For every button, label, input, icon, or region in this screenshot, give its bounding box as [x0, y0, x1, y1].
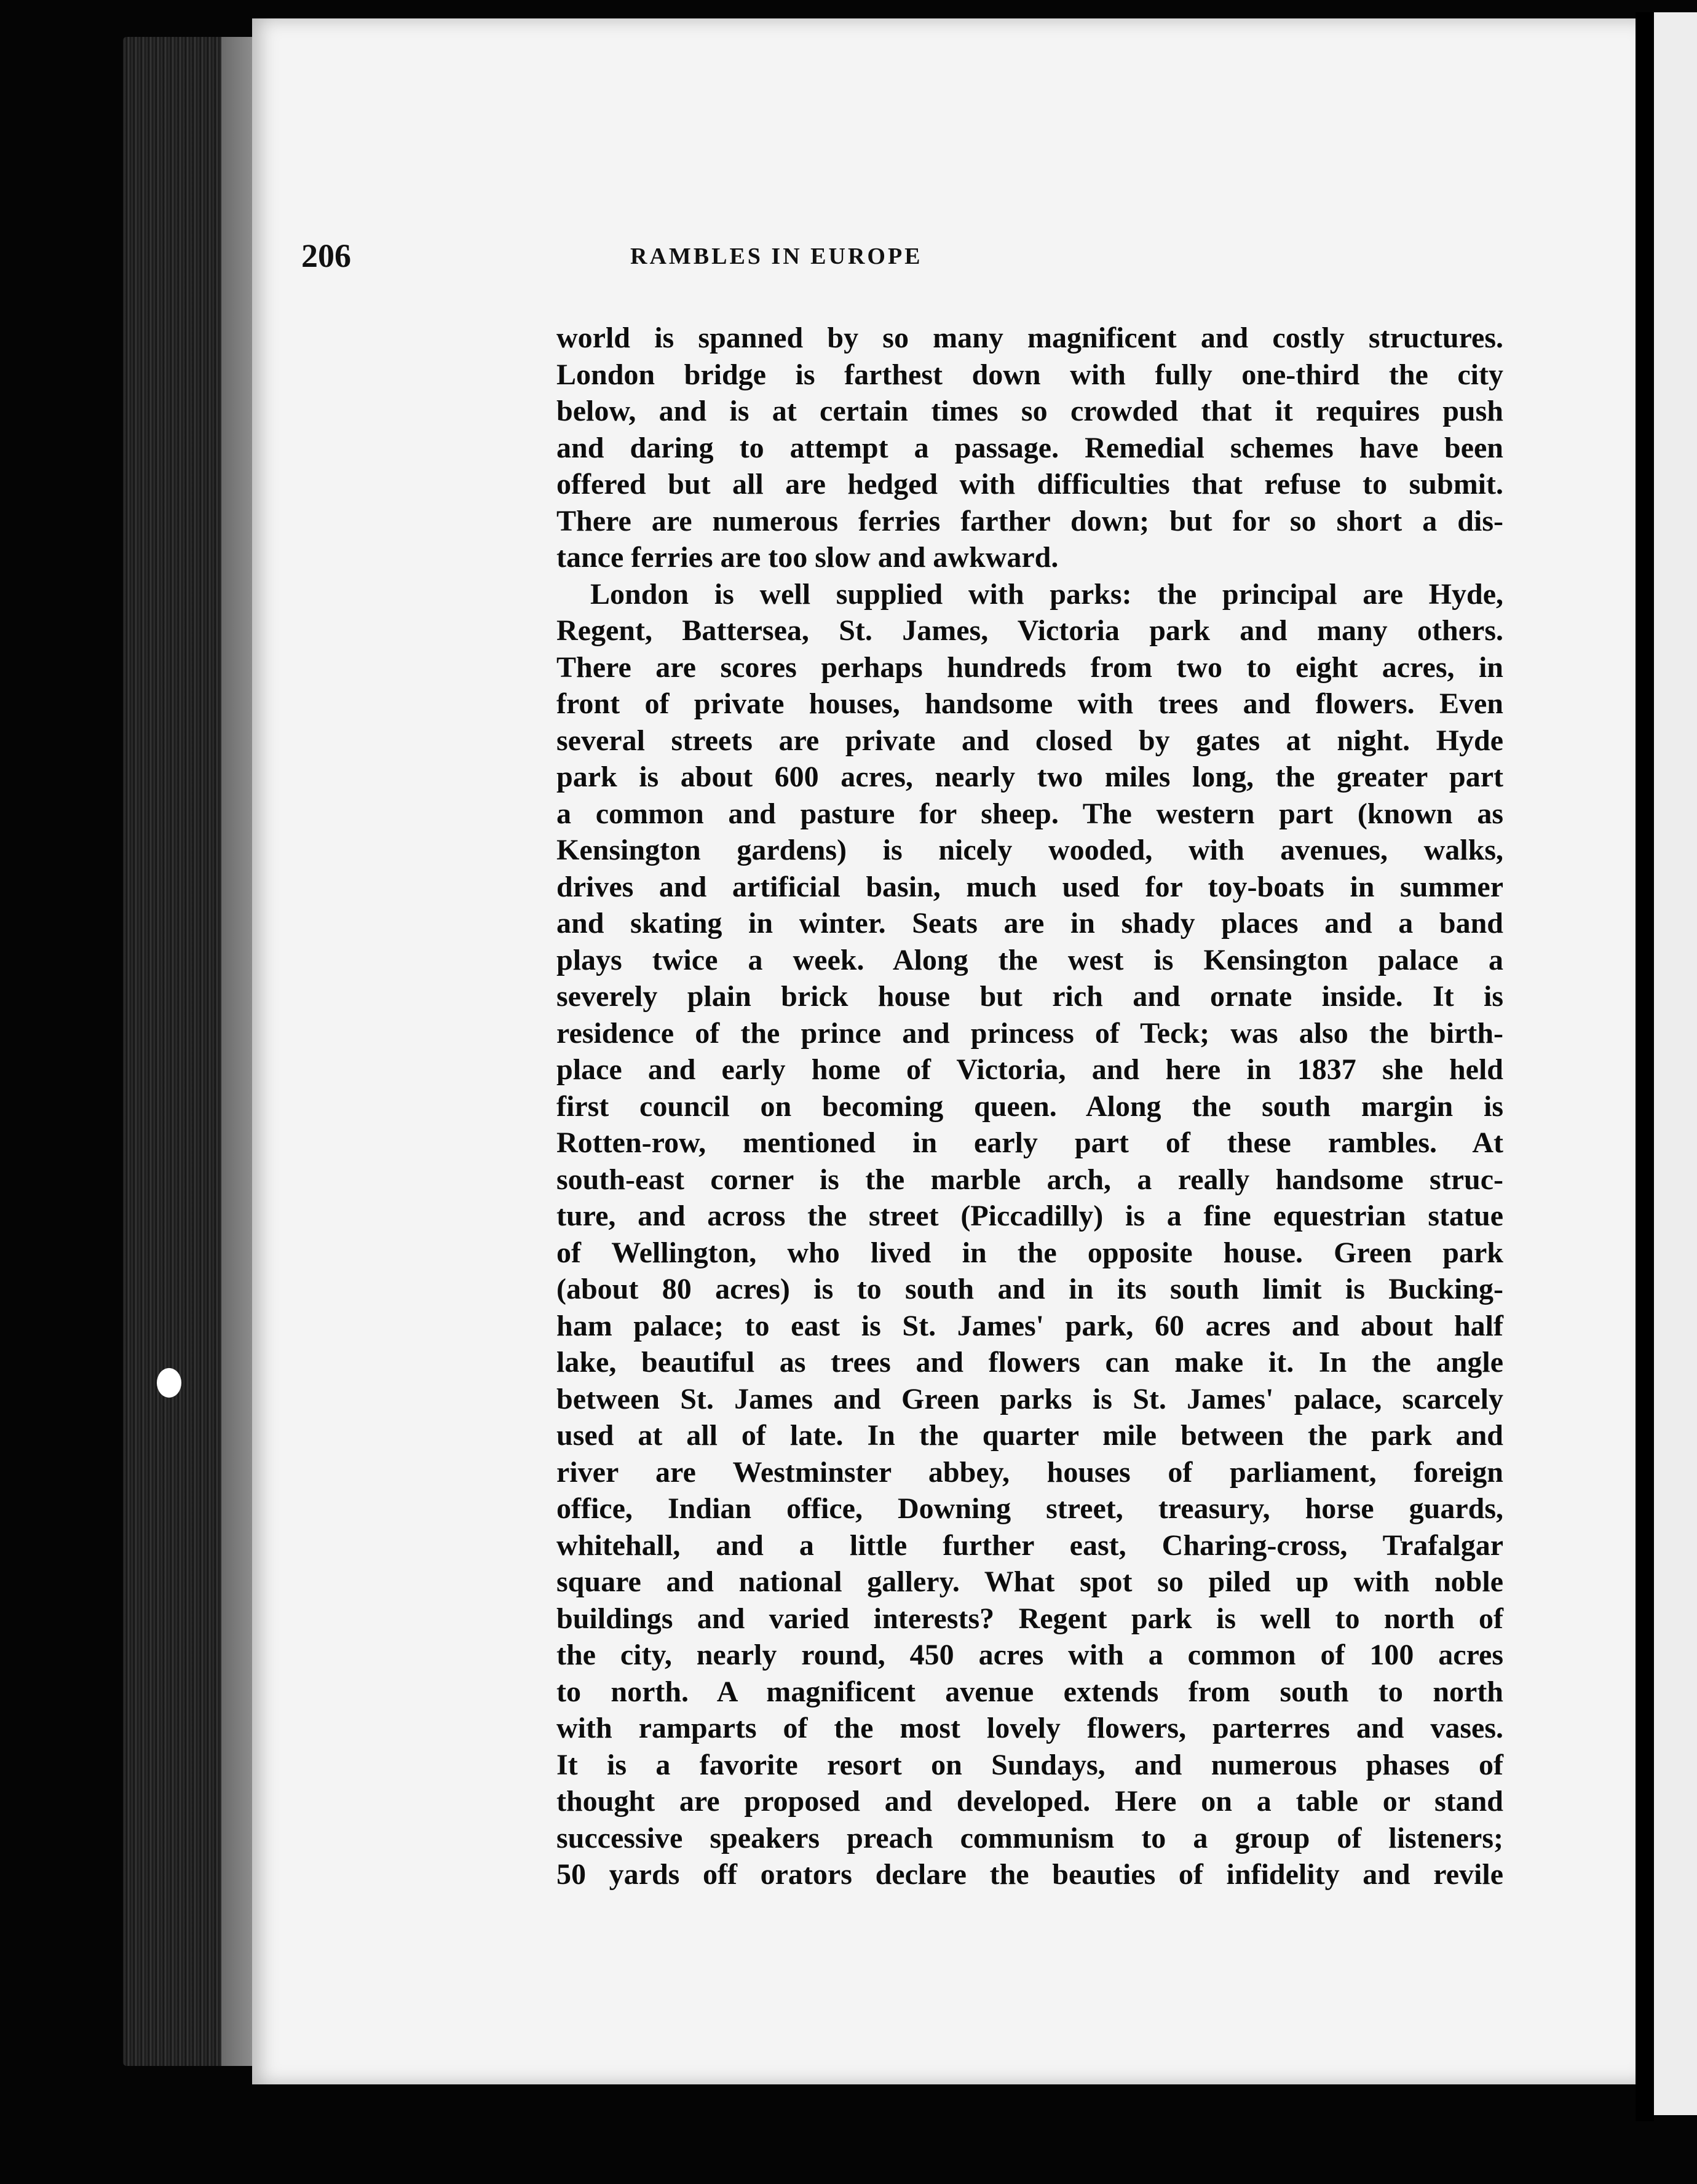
text-line: Kensington gardens) is nicely wooded, with avenues, walks, [556, 834, 1503, 866]
text-line: several streets are private and closed by gates at night. Hyde [556, 724, 1503, 757]
page-number: 206 [301, 237, 351, 274]
text-line: south-east corner is the marble arch, a really handsome struc- [556, 1163, 1503, 1196]
text-line: thought are proposed and developed. Here on a table or stand [556, 1785, 1503, 1818]
text-line: of Wellington, who lived in the opposite house. Green park [556, 1236, 1503, 1269]
text-line: There are scores perhaps hundreds from two to eight acres, in [556, 651, 1503, 684]
text-line: first council on becoming queen. Along the south margin is [556, 1090, 1503, 1123]
text-line: a common and pasture for sheep. The western part (known as [556, 797, 1503, 830]
page-header [301, 237, 1248, 286]
text-line: tance ferries are too slow and awkward. [556, 541, 1059, 574]
book-gutter [1636, 12, 1654, 2121]
text-line: with ramparts of the most lovely flowers, parterres and vases. [556, 1712, 1503, 1744]
text-line: between St. James and Green parks is St. James' palace, scarcely [556, 1382, 1503, 1415]
text-line: river are Westminster abbey, houses of parliament, foreign [556, 1455, 1503, 1489]
text-line: square and national gallery. What spot so piled up with noble [556, 1565, 1503, 1598]
scan-speck [157, 1368, 181, 1398]
text-line: front of private houses, handsome with trees and flowers. Even [556, 687, 1503, 720]
text-line: buildings and varied interests? Regent park is well to north of [556, 1602, 1503, 1635]
body-text [556, 320, 1503, 1893]
text-line: below, and is at certain times so crowded that it requires push [556, 395, 1503, 427]
text-line: There are numerous ferries farther down; but for so short a dis- [556, 504, 1503, 537]
text-line: lake, beautiful as trees and flowers can make it. In the angle [556, 1346, 1503, 1379]
text-line: to north. A magnificent avenue extends from south to north [556, 1675, 1503, 1708]
text-line: It is a favorite resort on Sundays, and numerous phases of [556, 1748, 1503, 1781]
text-line: ture, and across the street (Piccadilly) is a fine equestrian statue [556, 1200, 1503, 1232]
text-line: and daring to attempt a passage. Remedial schemes have been [556, 431, 1503, 464]
facing-page-edge [1654, 12, 1697, 2115]
text-line: used at all of late. In the quarter mile between the park and [556, 1419, 1503, 1452]
text-line: park is about 600 acres, nearly two miles long, the greater part [556, 761, 1503, 793]
page-edge-stack [123, 37, 264, 2066]
text-line: (about 80 acres) is to south and in its south limit is Bucking- [556, 1273, 1503, 1305]
text-line: 50 yards off orators declare the beauties of infidelity and revile [556, 1858, 1503, 1891]
text-line: successive speakers preach communism to a group of listeners; [556, 1821, 1503, 1854]
text-line: London bridge is farthest down with fully one-third the city [556, 358, 1503, 391]
text-line: ham palace; to east is St. James' park, 60 acres and about half [556, 1309, 1503, 1342]
text-line: whitehall, and a little further east, Charing-cross, Trafalgar [556, 1529, 1503, 1562]
text-line: and skating in winter. Seats are in shady places and a band [556, 907, 1503, 940]
running-head: RAMBLES IN EUROPE [630, 243, 923, 269]
text-line: Regent, Battersea, St. James, Victoria park and many others. [556, 614, 1503, 647]
text-line: the city, nearly round, 450 acres with a common of 100 acres [556, 1639, 1503, 1671]
text-line: drives and artificial basin, much used for toy-boats in summer [556, 870, 1503, 903]
text-line: residence of the prince and princess of Teck; was also the birth- [556, 1016, 1503, 1050]
text-line: place and early home of Victoria, and here in 1837 she held [556, 1053, 1503, 1086]
text-line: office, Indian office, Downing street, treasury, horse guards, [556, 1492, 1503, 1525]
text-line: severely plain brick house but rich and ornate inside. It is [556, 980, 1503, 1013]
text-line: plays twice a week. Along the west is Kensington palace a [556, 943, 1503, 976]
text-line: world is spanned by so many magnificent and costly structures. [556, 322, 1503, 354]
paragraph-start-line: London is well supplied with parks: the principal are Hyde, [590, 577, 1503, 611]
text-line: Rotten-row, mentioned in early part of these rambles. At [556, 1126, 1503, 1159]
text-line: offered but all are hedged with difficulties that refuse to submit. [556, 468, 1503, 501]
